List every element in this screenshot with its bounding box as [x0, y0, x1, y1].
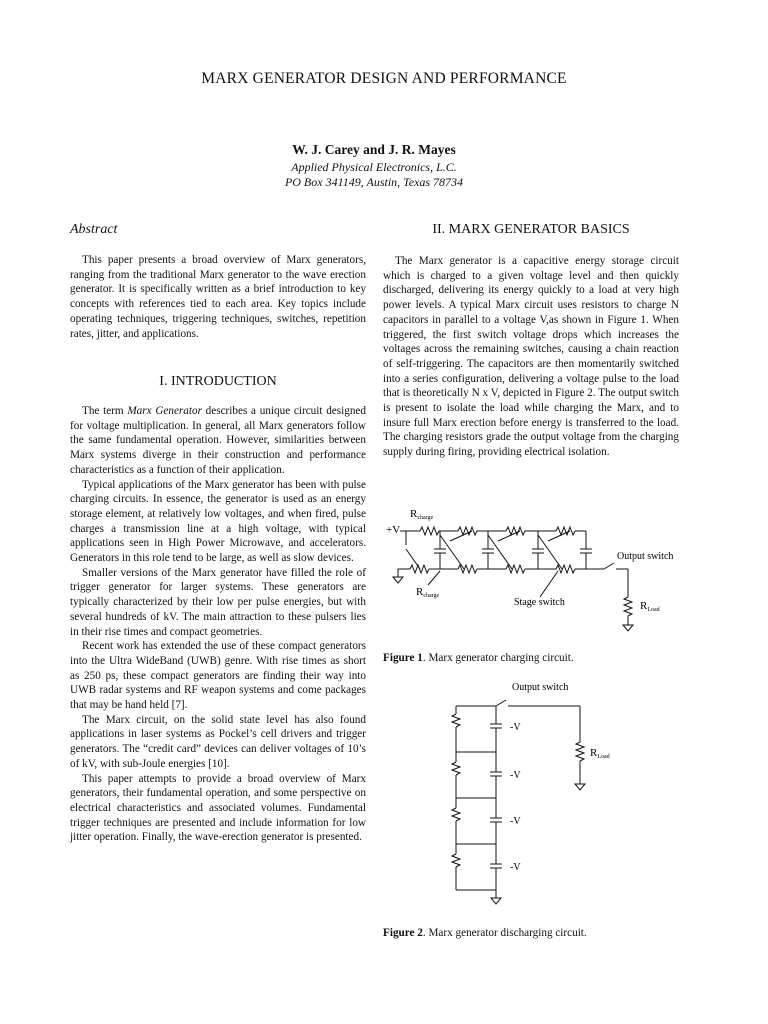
intro-p1-italic: Marx Generator [127, 405, 202, 417]
fig1-rcharge-top [410, 508, 434, 521]
fig1-rload [640, 600, 660, 613]
fig2-rload-sub: Load [597, 754, 610, 760]
intro-paragraph-1 [70, 404, 366, 478]
intro-paragraph-2: Typical applications of the Marx generator has been with pulse charging circuits. In essence, the generator is used as an energy storage element, at relatively low voltages, and when fired, pulse charges a transmission line at a high voltage, with typical applications seen in High Power Microwave, and accelerators. Generators in this role tend to be large, as well as slow devices. [70, 478, 366, 565]
fig2-output-switch: Output switch [512, 682, 569, 693]
intro-p1-after: describes a unique circuit designed for voltage multiplication. In general, all Marx generators follow the same fundamental operation. However, similarities between Marx systems diverge in their construction and performance characteristics as a function of their application. [70, 405, 366, 476]
fig1-rcharge-bottom [416, 586, 440, 599]
figure-2-label: Figure 2 [383, 927, 423, 939]
abstract-text: This paper presents a broad overview of Marx generators, ranging from the traditional Marx generator to the wave erection generator. It is specifically written as a brief introduction to key concepts with references tied to each area. Key topics include operating techniques, triggering techniques, switches, repetition rates, jitter, and applications. [70, 254, 366, 340]
fig1-rcharge-bottom-sub: charge [423, 593, 440, 599]
figure-2-caption [383, 927, 587, 939]
figure-1-caption [383, 652, 574, 664]
fig1-rload-main: R [640, 600, 648, 612]
fig2-cap-label-3: -V [510, 816, 521, 827]
figure-1-label: Figure 1 [383, 652, 423, 664]
basics-paragraph-1: The Marx generator is a capacitive energy storage circuit which is charged to a given voltage level and then quickly discharged, delivering its energy quickly to a load at very high power levels. A typical Marx circuit uses resistors to charge N capacitors in parallel to a voltage V,as shown in Figure 1. When triggered, the first switch voltage drops which increases the voltages across the remaining switches, causing a chain reaction of self-triggering. The capacitors are then momentarily switched into a series configuration, delivering a voltage pulse to the load that is theoretically N x V, depicted in Figure 2. The output switch is present to isolate the load while charging the Marx, and to insure full Marx erection before energy is transferred to the load. The charging resistors grade the output voltage from the charging supply during firing, providing electrical isolation. [383, 255, 679, 459]
fig1-rcharge-top-main: R [410, 508, 418, 520]
fig2-rload [590, 747, 610, 760]
fig1-rload-sub: Load [647, 607, 660, 613]
fig1-rcharge-bottom-main: R [416, 586, 424, 598]
figure-1-caption-text: . Marx generator charging circuit. [422, 652, 574, 664]
fig1-output-switch: Output switch [617, 551, 674, 562]
figure-2-circuit [440, 678, 640, 918]
fig2-cap-label-4: -V [510, 862, 521, 873]
basics-heading: II. MARX GENERATOR BASICS [432, 222, 630, 237]
fig1-plus-v: +V [386, 524, 401, 536]
fig2-cap-label-2: -V [510, 770, 521, 781]
fig2-rload-main: R [590, 747, 598, 759]
abstract-heading: Abstract [70, 222, 118, 237]
figure-2-caption-text: . Marx generator discharging circuit. [422, 927, 587, 939]
abstract-body [70, 253, 366, 341]
intro-paragraph-5: The Marx circuit, on the solid state level has also found applications in laser systems as Pockel’s cell drivers and trigger generators. The “credit card” devices can deliver voltages of 10’s of kV, with sub-Joule energies [10]. [70, 713, 366, 770]
intro-heading: I. INTRODUCTION [159, 374, 277, 389]
paper-affiliation: Applied Physical Electronics, L.C. [291, 160, 457, 174]
intro-paragraph-4: Recent work has extended the use of these compact generators into the Ultra WideBand (UWB) genre. With rise times as short as 250 ps, these compact generators are finding their way into UWB radar systems and RF weapon systems and come packages that may be hand held [7]. [70, 640, 366, 712]
fig1-rcharge-top-sub: charge [417, 515, 434, 521]
fig1-stage-switch: Stage switch [514, 597, 565, 608]
paper-title: MARX GENERATOR DESIGN AND PERFORMANCE [201, 70, 567, 87]
fig2-cap-label-1: -V [510, 722, 521, 733]
intro-paragraph-6: This paper attempts to provide a broad overview of Marx generators, their fundamental operation, and some perspective on electrical characteristics and associated volumes. Fundamental trigger techniques are presented and include information for low jitter operation. Finally, the wave-erection generator is presented. [70, 772, 366, 844]
intro-p1-before: The term [82, 405, 128, 417]
basics-body [383, 254, 679, 460]
figure-1-circuit [380, 505, 690, 645]
intro-body [70, 404, 366, 845]
paper-address: PO Box 341149, Austin, Texas 78734 [284, 175, 464, 189]
intro-paragraph-3: Smaller versions of the Marx generator have filled the role of trigger generator for larger systems. These generators are typically characterized by their low per pulse energies, but with several hundreds of kV. The main attraction to these pulsers lies in their rise times and compact geometries. [70, 566, 366, 638]
paper-authors: W. J. Carey and J. R. Mayes [292, 142, 456, 157]
